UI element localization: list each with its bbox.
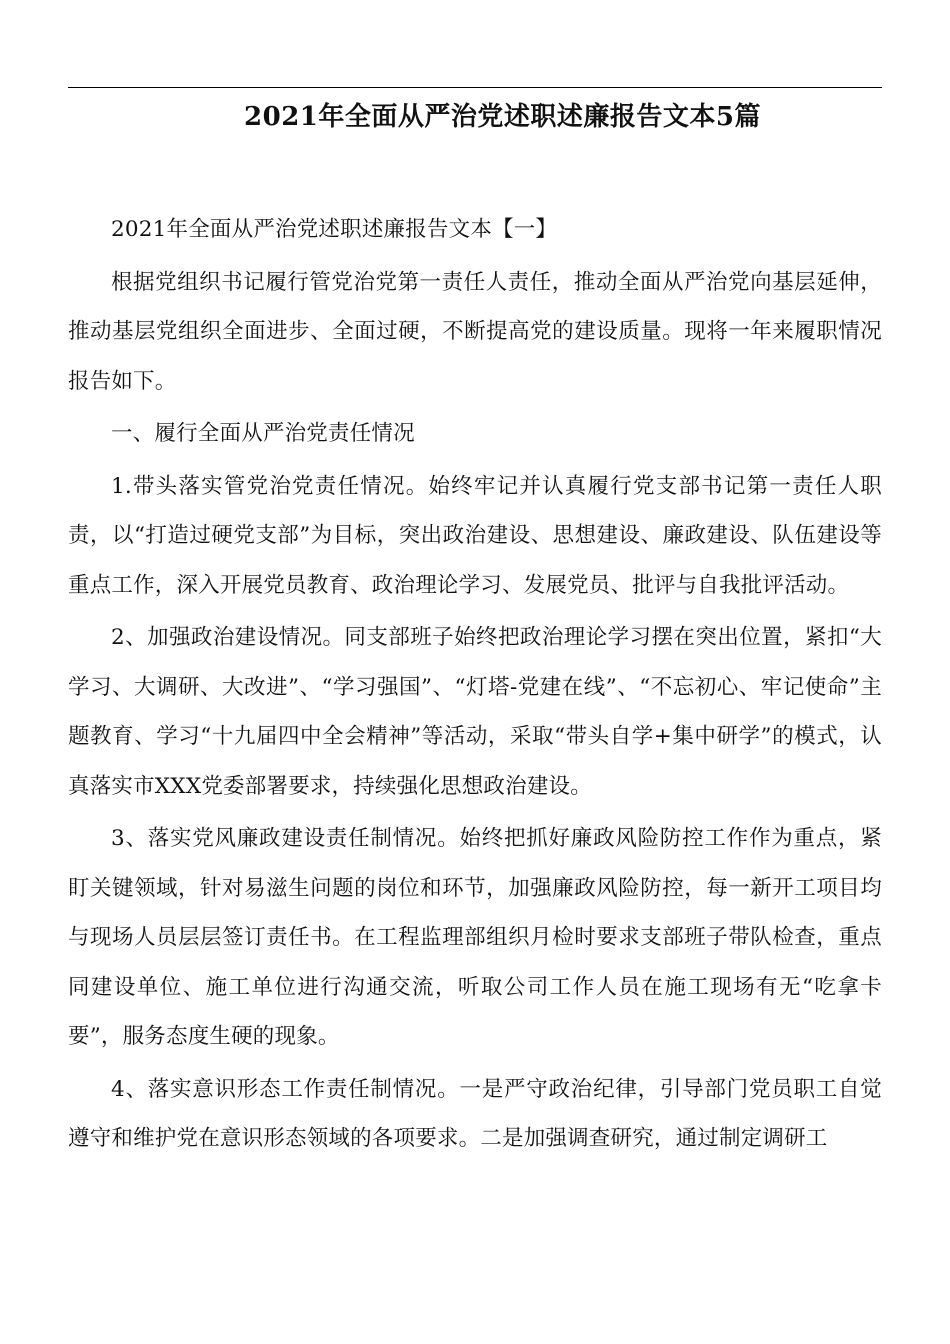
paragraph: 3、落实党风廉政建设责任制情况。始终把抓好廉政风险防控工作作为重点，紧盯关键领域，针对易滋生问题的岗位和环节，加强廉政风险防控，每一新开工项目均与现场人员层层签订责任书。在工程监理部组织月检时要求支部班子带队检查，重点同建设单位、施工单位进行沟通交流，听取公司工作人员在施工现场有无“吃拿卡要”，服务态度生硬的现象。 (68, 826, 882, 1049)
paragraph: 4、落实意识形态工作责任制情况。一是严守政治纪律，引导部门党员职工自觉遵守和维护党在意识形态领域的各项要求。二是加强调查研究，通过制定调研工 (68, 1076, 882, 1151)
paragraph: 2、加强政治建设情况。同支部班子始终把政治理论学习摆在突出位置，紧扣“大学习、大调研、大改进”、“学习强国”、“灯塔-党建在线”、“不忘初心、牢记使命”主题教育、学习“十九届四中全会精神”等活动，采取“带头自学+集中研学”的模式，认真落实市XXX党委部署要求，持续强化思想政治建设。 (68, 625, 882, 799)
paragraph: 1.带头落实管党治党责任情况。始终牢记并认真履行党支部书记第一责任人职责，以“打造过硬党支部”为目标，突出政治建设、思想建设、廉政建设、队伍建设等重点工作，深入开展党员教育、政治理论学习、发展党员、批评与自我批评活动。 (68, 473, 882, 598)
section-subtitle: 2021年全面从严治党述职述廉报告文本【一】 (111, 217, 558, 242)
document-title: 2021年全面从严治党述职述廉报告文本5篇 (244, 102, 761, 132)
section-heading: 一、履行全面从严治党责任情况 (111, 421, 415, 446)
header-rule (68, 87, 882, 88)
paragraph: 根据党组织书记履行管党治党第一责任人责任，推动全面从严治党向基层延伸，推动基层党组织全面进步、全面过硬，不断提高党的建设质量。现将一年来履职情况报告如下。 (68, 269, 882, 394)
document-body (68, 205, 882, 1167)
